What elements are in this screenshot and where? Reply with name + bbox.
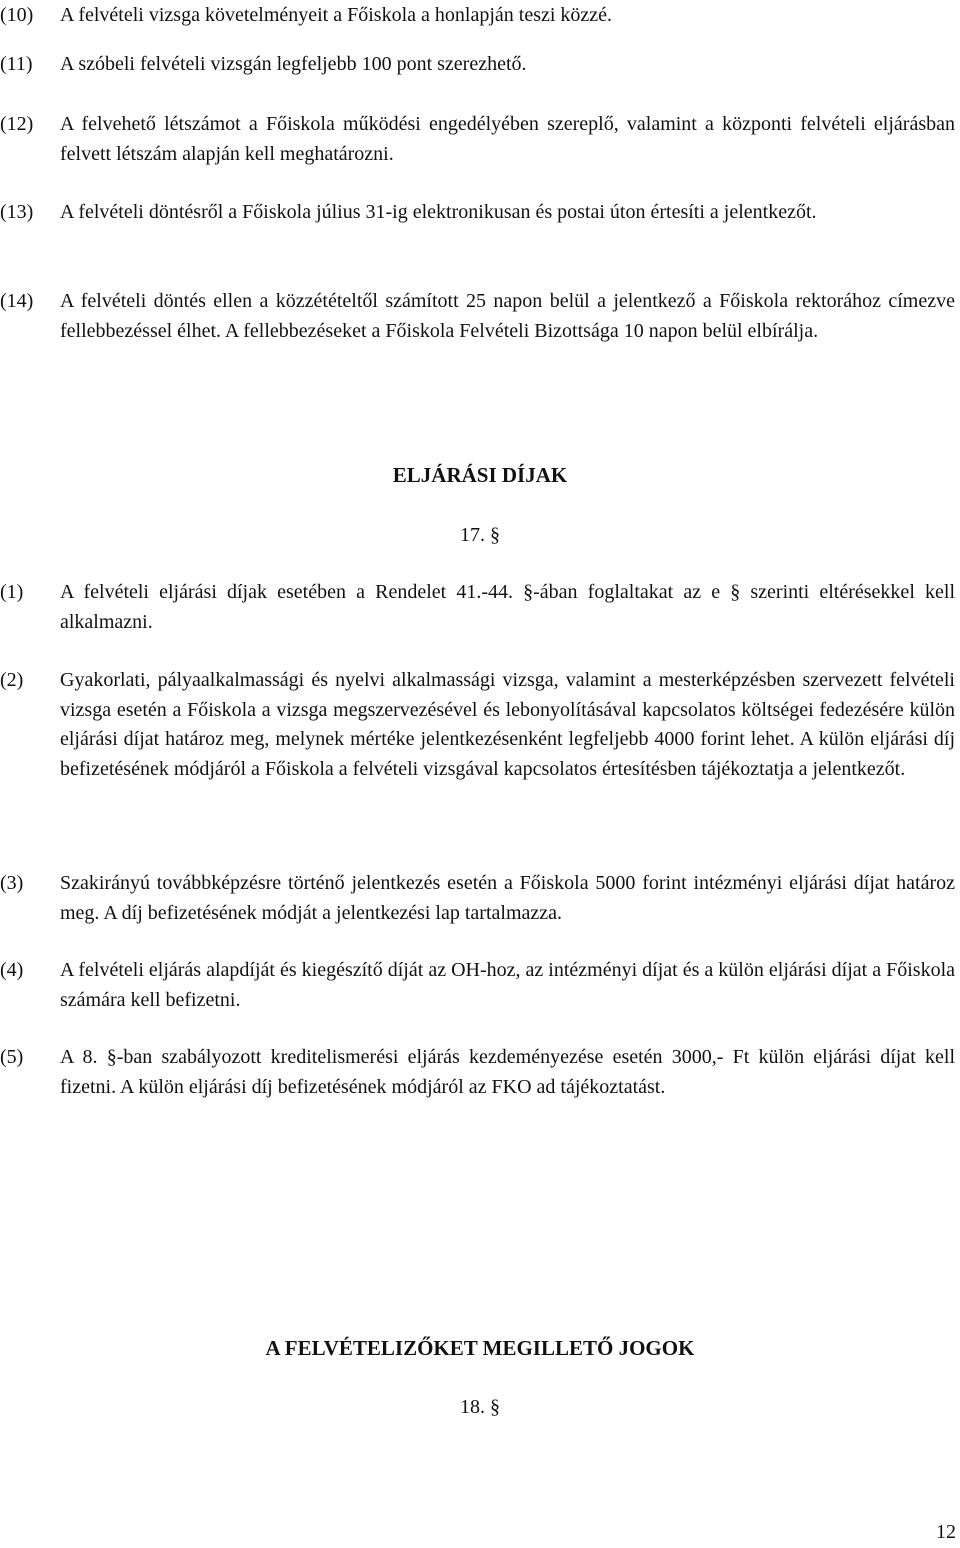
section-heading-rights: A FELVÉTELIZŐKET MEGILLETŐ JOGOK bbox=[265, 1336, 695, 1360]
section-number-17: 17. § bbox=[460, 524, 500, 546]
paragraph-number: (1) bbox=[0, 581, 24, 603]
paragraph-text: A felvételi vizsga követelményeit a Főiskola a honlapján teszi közzé. bbox=[60, 4, 613, 26]
paragraph-text: A felvételi eljárási díjak esetében a Rendelet 41.-44. §-ában foglaltakat az e § szerinti eltérésekkel kell alkalmazni. bbox=[60, 581, 955, 633]
paragraph-14 bbox=[0, 287, 955, 346]
paragraph-number: (5) bbox=[0, 1046, 24, 1068]
paragraph-number: (3) bbox=[0, 872, 24, 894]
paragraph-12 bbox=[0, 110, 955, 169]
page-number: 12 bbox=[936, 1521, 956, 1543]
paragraph-number: (10) bbox=[0, 4, 34, 26]
paragraph-text: Szakirányú továbbképzésre történő jelentkezés esetén a Főiskola 5000 forint intézményi eljárási díjat határoz meg. A díj befizetésének módját a jelentkezési lap tartalmazza. bbox=[60, 872, 955, 924]
paragraph-text: A 8. §-ban szabályozott kreditelismerési eljárás kezdeményezése esetén 3000,- Ft külön eljárási díjat kell fizetni. A külön eljárási díj befizetésének módjáról az FKO ad tájékoztatást. bbox=[60, 1046, 955, 1098]
fees-paragraph-2 bbox=[0, 666, 955, 784]
paragraph-number: (14) bbox=[0, 290, 34, 312]
paragraph-10 bbox=[0, 1, 955, 31]
section-number-18: 18. § bbox=[460, 1396, 500, 1418]
paragraph-text: A felvételi döntésről a Főiskola július 31-ig elektronikusan és postai úton értesíti a jelentkezőt. bbox=[60, 201, 817, 223]
paragraph-number: (12) bbox=[0, 113, 34, 135]
paragraph-text: Gyakorlati, pályaalkalmassági és nyelvi alkalmassági vizsga, valamint a mesterképzésben szervezett felvételi vizsga esetén a Főiskola a vizsga megszervezésével és lebonyolításával kapcsolatos költségei fedezésére külön eljárási díjat határoz meg, melynek mértéke jelentkezésenként legfeljebb 4000 forint lehet. A külön eljárási díj befizetésének módjáról a Főiskola a felvételi vizsgával kapcsolatos értesítésben tájékoztatja a jelentkezőt. bbox=[60, 669, 955, 780]
paragraph-number: (2) bbox=[0, 669, 24, 691]
paragraph-text: A szóbeli felvételi vizsgán legfeljebb 100 pont szerezhető. bbox=[60, 53, 527, 75]
paragraph-number: (13) bbox=[0, 201, 34, 223]
paragraph-text: A felvételi döntés ellen a közzétételtől számított 25 napon belül a jelentkező a Főiskola rektorához címezve fellebbezéssel élhet. A fellebbezéseket a Főiskola Felvételi Bizottsága 10 napon belül elbírálja. bbox=[60, 290, 955, 342]
fees-paragraph-4 bbox=[0, 956, 955, 1015]
section-heading-fees: ELJÁRÁSI DÍJAK bbox=[392, 463, 568, 487]
paragraph-text: A felvehető létszámot a Főiskola működési engedélyében szereplő, valamint a központi felvételi eljárásban felvett létszám alapján kell meghatározni. bbox=[60, 113, 955, 165]
paragraph-text: A felvételi eljárás alapdíját és kiegészítő díját az OH-hoz, az intézményi díjat és a külön eljárási díjat a Főiskola számára kell befizetni. bbox=[60, 959, 955, 1011]
paragraph-13 bbox=[0, 198, 955, 228]
paragraph-number: (4) bbox=[0, 959, 24, 981]
fees-paragraph-3 bbox=[0, 869, 955, 928]
fees-paragraph-1 bbox=[0, 578, 955, 637]
paragraph-11 bbox=[0, 50, 955, 80]
fees-paragraph-5 bbox=[0, 1043, 955, 1102]
paragraph-number: (11) bbox=[0, 53, 33, 75]
